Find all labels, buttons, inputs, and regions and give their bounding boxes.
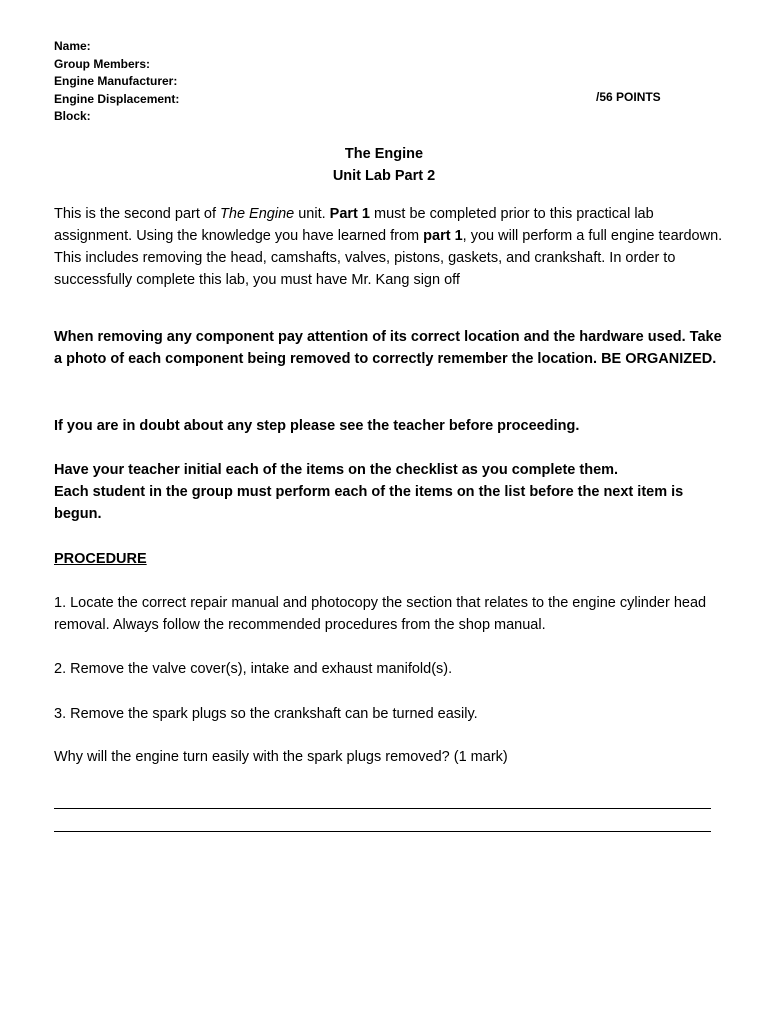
- intro-text-5: must be completed prior to this practical lab assignment. Using the knowledge you have learned from: [54, 206, 654, 244]
- group-members-label: Group Members:: [54, 56, 151, 71]
- engine-displacement-label: Engine Displacement:: [54, 91, 180, 106]
- question-spark-plugs: Why will the engine turn easily with the spark plugs removed? (1 mark): [54, 749, 508, 765]
- warning-removing-components: When removing any component pay attention of its correct location and the hardware used. Take a photo of each component being removed to correctly remember the location. BE ORGANIZED.: [54, 329, 722, 367]
- intro-text-3: unit.: [294, 206, 330, 222]
- title-line-1: The Engine: [344, 146, 424, 162]
- intro-unit-name: The Engine: [220, 206, 295, 222]
- procedure-heading: PROCEDURE: [54, 551, 147, 567]
- teacher-initial-instruction: Have your teacher initial each of the items on the checklist as you complete them.: [54, 462, 619, 478]
- intro-part1-ref-bold: part 1: [423, 228, 463, 244]
- warning-doubt: If you are in doubt about any step please see the teacher before proceeding.: [54, 418, 580, 434]
- name-label: Name:: [54, 39, 91, 53]
- procedure-step-2: 2. Remove the valve cover(s), intake and exhaust manifold(s).: [54, 661, 453, 677]
- procedure-step-3: 3. Remove the spark plugs so the crankshaft can be turned easily.: [54, 706, 478, 722]
- answer-line-2[interactable]: [54, 831, 711, 832]
- points-total: /56 POINTS: [596, 90, 661, 104]
- intro-text-1: This is the second part of: [54, 206, 221, 222]
- student-info-header: [54, 38, 674, 126]
- intro-text-7: , you will perform a full engine teardown. This includes removing the head, camshafts, valves, pistons, gaskets, and crankshaft. In order to successfully complete this lab, you must have Mr. Kang sign off: [54, 228, 723, 288]
- block-label: Block:: [54, 109, 91, 123]
- intro-part1-bold: Part 1: [329, 206, 370, 222]
- intro-paragraph: [54, 203, 724, 291]
- answer-line-1[interactable]: [54, 808, 711, 809]
- title-line-2: Unit Lab Part 2: [332, 168, 436, 184]
- engine-manufacturer-label: Engine Manufacturer:: [54, 74, 178, 88]
- each-student-instruction: Each student in the group must perform each of the items on the list before the next item is begun.: [54, 484, 684, 522]
- document-title: [0, 143, 768, 187]
- procedure-step-1: 1. Locate the correct repair manual and photocopy the section that relates to the engine cylinder head removal. Always follow the recommended procedures from the shop manual.: [54, 595, 707, 633]
